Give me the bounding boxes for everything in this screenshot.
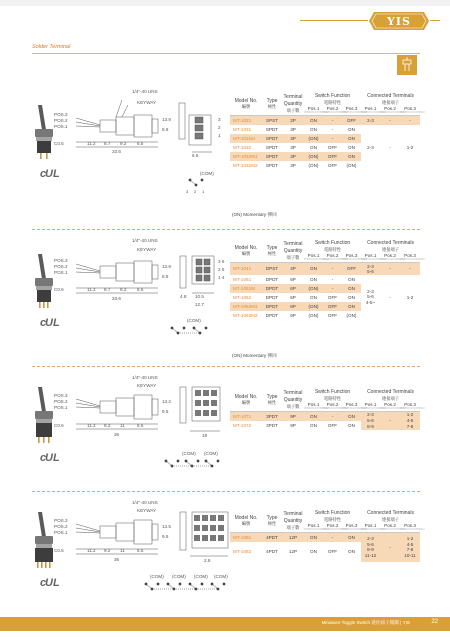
pos1-header: Pos.1 POSITION 1 POSITION 2: [361, 252, 386, 261]
terminal-2: 2: [218, 125, 221, 130]
dim-33-6: 33.6: [112, 296, 121, 301]
merged-connection-pos1: 2-3 5-6 4-5~: [361, 275, 380, 320]
pos2-header: Pos.2 POSITION 1 POSITION 2: [380, 401, 405, 410]
col-type-header: Type 極性: [266, 244, 278, 257]
top-stripe: [0, 0, 450, 6]
pos2-header: Pos.2 POSITION 1 POSITION 2: [380, 105, 405, 114]
com-label: (COM): [194, 574, 208, 579]
col-connected-header: Connected Terminals 連接端子: [367, 389, 414, 401]
dim-36: 36: [114, 432, 120, 437]
svg-text:c: c: [40, 452, 47, 464]
col-terminal-header: Terminal Quantity 端子數: [283, 511, 303, 530]
solder-terminal-icon: [397, 55, 417, 75]
section-divider: [32, 366, 420, 367]
terminal-1-4: 1 4: [218, 275, 225, 280]
terminal-2-5: 2 5: [218, 267, 225, 272]
svg-text:1: 1: [202, 189, 205, 194]
svg-text:UL: UL: [45, 577, 60, 589]
dim-13-9: 13.9: [162, 117, 171, 122]
terminal-3: 3: [218, 117, 221, 122]
com-label: (COM): [150, 574, 164, 579]
table-row: MT-1062M2 DPDT 6P (ON) OFF (ON): [233, 312, 357, 318]
dim-9-2: 9.2: [120, 141, 127, 146]
svg-text:UL: UL: [45, 168, 60, 180]
dim-2-8: 2.8: [204, 558, 211, 563]
section-divider: [32, 491, 420, 492]
table-row: MT-1031M SPDT 3P (ON) - ON: [230, 134, 420, 143]
pos3-label: POS.3: [54, 518, 68, 523]
keyway-label: KEYWAY: [137, 247, 157, 252]
dim-12-7: 12.7: [195, 302, 204, 307]
dim-9-5: 9.5: [162, 409, 169, 414]
pos1-label: POS.1: [54, 270, 68, 275]
svg-text:3: 3: [186, 189, 189, 194]
col-model-header: Model No. 編號: [234, 393, 258, 406]
table-row: MT-1032M1 SPDT 3P (ON) OFF ON: [230, 152, 420, 161]
table-row: MT-1021 SPST 2P ON - OFF 2-3 - -: [230, 116, 420, 125]
col-connected-header: Connected Terminals 連接端子: [367, 510, 414, 522]
pos1-header: Pos.1 POSITION 1 POSITION 2: [361, 401, 386, 410]
pos1-header: Pos.1 POSITION 1 POSITION 2: [361, 105, 386, 114]
dim-9-2: 9.2: [120, 287, 127, 292]
col-connected-header: Connected Terminals 連接端子: [367, 240, 414, 252]
col-type-header: Type 極性: [266, 393, 278, 406]
table-row: MT-1032 SPDT 3P ON OFF ON: [233, 144, 355, 150]
connection-pos3: 1-2 4-5 7-8 10-11: [400, 533, 420, 562]
keyway-label: KEYWAY: [137, 100, 157, 105]
pos3-header: Pos.3 POSITION 1 POSITION 2: [342, 252, 367, 261]
thread-label: 1/4"-40 UNS: [132, 89, 158, 94]
table-row: MT-1062M1 DPDT 6P (ON) OFF ON: [230, 302, 420, 311]
dimension-drawing: [76, 100, 212, 152]
pos1-header: Pos.1 POSITION 1 POSITION 2: [361, 522, 386, 531]
svg-text:UL: UL: [45, 452, 60, 464]
toggle-side-view: [35, 105, 53, 159]
merged-connection-pos2: -: [380, 125, 400, 170]
col-type-header: Type 極性: [266, 97, 278, 110]
dim-6-5: 6.5: [137, 548, 144, 553]
col-terminal-header: Terminal Quantity 端子數: [283, 94, 303, 113]
table-row: MT-1081 4PDT 12P ON - ON 2-3 5-6 8-9 11-12 - 1-2 4-5 7-8 10-11: [230, 533, 420, 542]
svg-text:c: c: [40, 317, 47, 329]
logo-rule-right: [430, 20, 440, 21]
thread-label: 1/4"-40 UNS: [132, 375, 158, 380]
dim-13-9: 13.9: [162, 264, 171, 269]
pos1-header: Pos.1 POSITION 1 POSITION 2: [304, 401, 329, 410]
pos2-label: POS.2: [54, 264, 68, 269]
table-row: MT-1071 3PDT 9P ON - ON 2-3 5-6 8-9 - 1-2 4-5 7-8: [230, 412, 420, 421]
pos2-header: Pos.2 POSITION 1 POSITION 2: [323, 105, 348, 114]
pos1-label: POS.1: [54, 124, 68, 129]
dim-8-7: 8.7: [104, 287, 111, 292]
pos2-label: POS.2: [54, 399, 68, 404]
circuit-diagram: [145, 583, 225, 590]
terminal-1: 1: [218, 133, 221, 138]
com-label: (COM): [182, 451, 196, 456]
switch-drawing: [32, 236, 232, 361]
col-function-header: Switch Function 電路特性: [314, 389, 351, 401]
col-model-header: Model No. 編號: [234, 514, 258, 527]
pos2-header: Pos.2 POSITION 1 POSITION 2: [323, 252, 348, 261]
svg-text:2: 2: [194, 189, 197, 194]
terminal-3-6: 3 6: [218, 259, 225, 264]
thread-label: 1/4"-40 UNS: [132, 500, 158, 505]
com-label: (COM): [204, 451, 218, 456]
momentary-note: (ON) Momentary 彈回: [232, 212, 277, 217]
footer-text: Miniature Toggle Switch 迷你鈕子開關 | YIS: [321, 620, 410, 625]
dim-11-2: 11.2: [87, 287, 96, 292]
dim-9-2: 9.2: [104, 423, 111, 428]
merged-connection-pos3: 1-2: [400, 275, 420, 320]
circuit-diagram: [186, 179, 205, 194]
toggle-side-view: [35, 254, 53, 308]
section-divider: [32, 229, 420, 230]
dim-9-2: 9.2: [104, 548, 111, 553]
circuit-diagram: [165, 460, 219, 467]
dim-11: 11: [120, 423, 125, 428]
connection-pos3: 1-2 4-5 7-8: [400, 412, 420, 430]
pos3-header: Pos.3 POSITION 1 POSITION 2: [400, 522, 425, 531]
pos3-header: Pos.3 POSITION 1 POSITION 2: [342, 522, 367, 531]
pos1-header: Pos.1 POSITION 1 POSITION 2: [304, 252, 329, 261]
section-title: Solder Terminal: [32, 44, 71, 50]
merged-connection-pos1: 2-3: [361, 125, 380, 170]
dim-13-5: 13.5: [162, 524, 171, 529]
svg-text:c: c: [40, 168, 47, 180]
connection-pos2: -: [380, 412, 400, 430]
spec-table: [230, 93, 425, 170]
merged-connection-pos3: 1-2: [400, 125, 420, 170]
dim-11-2: 11.2: [87, 141, 96, 146]
col-function-header: Switch Function 電路特性: [314, 93, 351, 105]
spec-table: [230, 240, 425, 320]
svg-text:c: c: [40, 577, 47, 589]
toggle-side-view: [35, 387, 53, 443]
dim-8-8: 8.8: [162, 127, 169, 132]
pos3-header: Pos.3 POSITION 1 POSITION 2: [400, 252, 425, 261]
c05-label: C0.5: [54, 141, 64, 146]
dim-6-5: 6.5: [137, 423, 144, 428]
table-row: MT-1031 SPDT 3P ON - ON 2-3 - 1-2: [230, 125, 420, 134]
pos3-label: POS.3: [54, 393, 68, 398]
c05-label: C0.5: [54, 287, 64, 292]
pos3-header: Pos.3 POSITION 1 POSITION 2: [400, 401, 425, 410]
table-row: MT-1061M DPDT 6P (ON) - ON: [230, 284, 420, 293]
col-model-header: Model No. 編號: [234, 244, 258, 257]
svg-text:UL: UL: [45, 317, 60, 329]
dim-11-2: 11.2: [87, 423, 96, 428]
pos1-label: POS.1: [54, 530, 68, 535]
dim-13-2: 13.2: [162, 399, 171, 404]
dim-6-5: 6.5: [137, 287, 144, 292]
pos1-header: Pos.1 POSITION 1 POSITION 2: [304, 522, 329, 531]
dimension-drawing: [76, 256, 214, 293]
pos2-header: Pos.2 POSITION 1 POSITION 2: [323, 401, 348, 410]
switch-drawing: [32, 498, 232, 610]
pos2-label: POS.2: [54, 524, 68, 529]
dim-4-8: 4.8: [180, 294, 187, 299]
product-section-1: [32, 85, 425, 220]
com-label: (COM): [187, 318, 201, 323]
spec-table: [230, 389, 425, 430]
table-row: MT-1062 DPDT 6P ON OFF ON: [233, 294, 355, 300]
brand-logo: [368, 10, 430, 32]
com-label: (COM): [200, 171, 214, 176]
ul-logo-icon: [40, 317, 60, 329]
col-terminal-header: Terminal Quantity 端子數: [283, 390, 303, 409]
keyway-label: KEYWAY: [137, 383, 157, 388]
table-row: MT-1082 4PDT 12P ON OFF ON: [233, 549, 355, 555]
pos2-header: Pos.2 POSITION 1 POSITION 2: [380, 252, 405, 261]
section-title-rule: [32, 53, 420, 54]
dim-8-7: 8.7: [104, 141, 111, 146]
product-section-3: [32, 373, 425, 485]
col-function-header: Switch Function 電路特性: [314, 240, 351, 252]
c05-label: C0.5: [54, 423, 64, 428]
pos2-header: Pos.2 POSITION 1 POSITION 2: [380, 522, 405, 531]
dim-18: 18: [202, 433, 208, 438]
switch-drawing: [32, 373, 232, 485]
table-row: MT-1032M2 SPDT 3P (ON) OFF (ON): [233, 162, 357, 168]
circuit-diagram: [171, 327, 207, 334]
table-row: MT-1061 DPDT 6P ON - ON 2-3 5-6 4-5~ - 1-2: [230, 275, 420, 284]
col-connected-header: Connected Terminals 連接端子: [367, 93, 414, 105]
dim-10-5: 10.5: [195, 294, 204, 299]
terminal-grid: [194, 515, 224, 541]
dim-8-8: 8.8: [162, 274, 169, 279]
col-function-header: Switch Function 電路特性: [314, 510, 351, 522]
dim-6-5: 6.5: [137, 141, 144, 146]
dim-11-2: 11.2: [87, 548, 96, 553]
table-row: MT-1072 3PDT 9P ON OFF ON: [233, 422, 355, 428]
pos3-header: Pos.3 POSITION 1 POSITION 2: [342, 401, 367, 410]
connection-pos2: -: [380, 533, 400, 562]
c05-label: C0.5: [54, 548, 64, 553]
merged-connection-pos2: -: [380, 275, 400, 320]
page-number: 22: [431, 619, 438, 625]
pos2-header: Pos.2 POSITION 1 POSITION 2: [323, 522, 348, 531]
connection-pos1: 2-3 5-6 8-9 11-12: [361, 533, 380, 562]
thread-label: 1/4"-40 UNS: [132, 238, 158, 243]
dim-33-6: 33.6: [112, 149, 121, 154]
momentary-note: (ON) Momentary 彈回: [232, 353, 277, 358]
ul-logo-icon: [40, 168, 60, 180]
dim-11: 11: [120, 548, 125, 553]
pos1-header: Pos.1 POSITION 1 POSITION 2: [304, 105, 329, 114]
pos3-label: POS.3: [54, 258, 68, 263]
col-type-header: Type 極性: [266, 514, 278, 527]
logo-text: YIS: [387, 14, 411, 28]
pos3-header: Pos.3 POSITION 1 POSITION 2: [400, 105, 425, 114]
product-section-4: [32, 498, 425, 610]
dim-6-5b: 6.5: [192, 153, 199, 158]
pos3-header: Pos.3 POSITION 1 POSITION 2: [342, 105, 367, 114]
product-section-2: [32, 236, 425, 361]
pos1-label: POS.1: [54, 405, 68, 410]
col-model-header: Model No. 編號: [234, 97, 258, 110]
spec-table: [230, 510, 425, 562]
connection-pos1: 2-3 5-6 8-9: [361, 412, 380, 430]
dim-9-5: 9.5: [162, 534, 169, 539]
ul-logo-icon: [40, 577, 60, 589]
switch-drawing: [32, 85, 232, 220]
toggle-side-view: [35, 512, 53, 568]
col-terminal-header: Terminal Quantity 端子數: [283, 241, 303, 260]
dim-36: 36: [114, 557, 120, 562]
terminal-grid: [195, 390, 217, 416]
ul-logo-icon: [40, 452, 60, 464]
pos2-label: POS.2: [54, 118, 68, 123]
com-label: (COM): [214, 574, 228, 579]
keyway-label: KEYWAY: [137, 508, 157, 513]
com-label: (COM): [172, 574, 186, 579]
table-row: MT-1041 DPST 4P ON - OFF 2-3 5-6 - -: [230, 263, 420, 275]
pos3-label: POS.3: [54, 112, 68, 117]
logo-rule-left: [300, 20, 368, 21]
